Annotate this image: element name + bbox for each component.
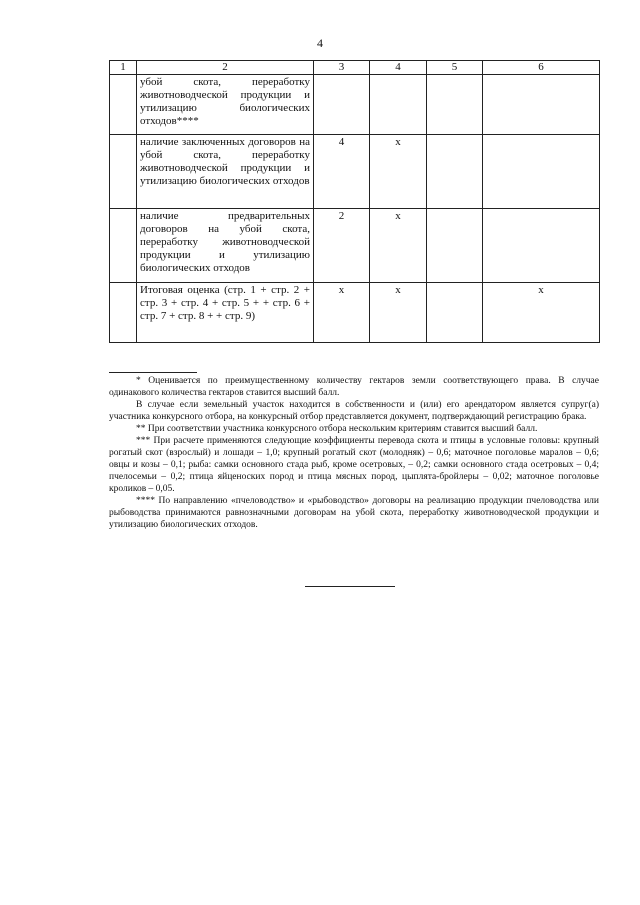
footnote: В случае если земельный участок находится в собственности и (или) его арендатором является супруг(а) участника конкурсного отбора, на конкурсный отбор представляется документ, подтверждающий регистрацию брака. [109, 400, 599, 422]
page-number: 4 [317, 36, 323, 50]
column-header: 6 [483, 61, 600, 75]
footnote: * Оценивается по преимущественному количеству гектаров земли соответствующего права. В случае одинакового количества гектаров ставится высший балл. [109, 376, 599, 398]
column-header: 3 [314, 61, 370, 75]
table-cell [110, 135, 137, 209]
footnote: ** При соответствии участника конкурсного отбора нескольким критериям ставится высший балл. [136, 424, 538, 434]
table-header-row [110, 61, 600, 75]
table-cell: х [370, 283, 427, 343]
table-cell [427, 209, 483, 283]
table-cell: х [483, 283, 600, 343]
table-row [110, 283, 600, 343]
table-row [110, 209, 600, 283]
footnote: **** По направлению «пчеловодство» и «рыбоводство» договоры на реализацию продукции пчеловодства или рыбоводства принимаются равнозначными договорам на убой скота, переработку животноводческой продукции и утилизацию биологических отходов. [109, 496, 599, 530]
score-cell [314, 75, 370, 135]
table-cell: х [370, 135, 427, 209]
criterion-text: Итоговая оценка (стр. 1 + стр. 2 + стр. 3 + стр. 4 + стр. 5 + + стр. 6 + стр. 7 + стр. 8 + + стр. 9) [137, 283, 314, 343]
footnote-divider [109, 372, 197, 373]
criterion-text: наличие предварительных договоров на убой скота, переработку животноводческой продукции и утилизацию биологических отходов [137, 209, 314, 283]
table-cell [427, 75, 483, 135]
table-cell [110, 209, 137, 283]
column-header: 2 [137, 61, 314, 75]
criterion-text: убой скота, переработку животноводческой продукции и утилизацию биологических отходов**** [137, 75, 314, 135]
end-divider [305, 586, 395, 587]
score-cell: х [314, 283, 370, 343]
score-cell: 2 [314, 209, 370, 283]
table-row [110, 135, 600, 209]
table-cell [427, 135, 483, 209]
column-header: 4 [370, 61, 427, 75]
criterion-text: наличие заключенных договоров на убой скота, переработку животноводческой продукции и утилизацию биологических отходов [137, 135, 314, 209]
table-cell [370, 75, 427, 135]
criteria-table [109, 60, 600, 343]
column-header: 1 [110, 61, 137, 75]
table-cell [110, 75, 137, 135]
table-row [110, 75, 600, 135]
table-cell [110, 283, 137, 343]
column-header: 5 [427, 61, 483, 75]
table-cell: х [370, 209, 427, 283]
table-cell [483, 135, 600, 209]
table-cell [483, 75, 600, 135]
table-cell [427, 283, 483, 343]
footnotes [109, 375, 599, 531]
table-cell [483, 209, 600, 283]
score-cell: 4 [314, 135, 370, 209]
footnote: *** При расчете применяются следующие коэффициенты перевода скота и птицы в условные головы: крупный рогатый скот (взрослый) и лошади – 1,0; крупный рогатый скот (молодняк) – 0,6; маточное поголовье маралов – 0,6; овцы и козы – 0,1; рыба: самки основного стада рыб, кроме осетровых, – 0,2; самки основного стада осетровых – 0,4; пчелосемьи – 0,2; птица яйценоских пород и птица мясных пород, цыплята-бройлеры – 0,02; маточное поголовье кроликов – 0,05. [109, 436, 599, 494]
